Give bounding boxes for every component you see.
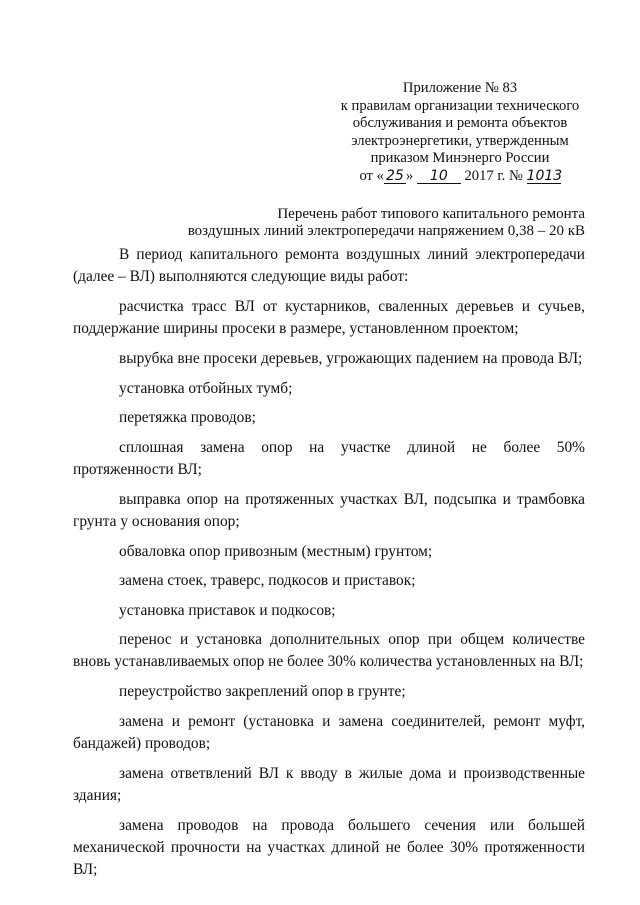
body-paragraph: обваловка опор привозным (местным) грунтом; bbox=[119, 542, 433, 560]
date-year: 2017 г. № bbox=[464, 167, 523, 184]
appendix-title: Приложение № 83 bbox=[402, 80, 518, 96]
body-paragraph: замена и ремонт (установка и замена соединителей, ремонт муфт, бандажей) проводов; bbox=[73, 712, 585, 752]
body-paragraph: перетяжка проводов; bbox=[119, 409, 256, 426]
appendix-line: приказом Минэнерго России bbox=[370, 150, 550, 167]
order-number: 1013 bbox=[526, 167, 563, 184]
appendix-line: обслуживания и ремонта объектов bbox=[352, 115, 568, 132]
appendix-line: электроэнергетики, утвержденным bbox=[351, 132, 569, 149]
date-day: 25 bbox=[384, 169, 406, 184]
body-paragraph: замена проводов на провода большего сечения или большей механической прочности на участках длиной не более 30% протяженности ВЛ; bbox=[73, 816, 585, 878]
body-paragraph: замена ответвлений ВЛ к вводу в жилые дома и производственные здания; bbox=[73, 764, 585, 804]
document-title-line-1: Перечень работ типового капитального ремонта bbox=[277, 206, 585, 222]
body-paragraph: вырубка вне просеки деревьев, угрожающих падением на провода ВЛ; bbox=[119, 350, 583, 367]
order-date-line bbox=[300, 168, 620, 186]
body-paragraph: сплошная замена опор на участке длиной не более 50% протяженности ВЛ; bbox=[73, 438, 585, 478]
body-paragraph: установка приставок и подкосов; bbox=[119, 601, 336, 619]
body-paragraph: расчистка трасс ВЛ от кустарников, сваленных деревьев и сучьев, поддержание ширины просеки в размере, установленном проектом; bbox=[73, 298, 585, 337]
body-paragraph: переустройство закреплений опор в грунте; bbox=[119, 683, 406, 700]
document-title bbox=[180, 206, 585, 240]
date-prefix: от « bbox=[359, 167, 384, 184]
document-title-line-2: воздушных линий электропередачи напряжением 0,38 – 20 кВ bbox=[187, 223, 585, 239]
appendix-line: к правилам организации технического bbox=[340, 97, 580, 114]
body-paragraph: В период капитального ремонта воздушных линий электропередачи (далее – ВЛ) выполняются следующие виды работ: bbox=[73, 246, 585, 285]
appendix-header bbox=[300, 80, 620, 186]
body-paragraph: перенос и установка дополнительных опор при общем количестве вновь устанавливаемых опор не более 30% количества установленных на ВЛ; bbox=[73, 631, 585, 670]
date-month: 10 bbox=[417, 169, 461, 184]
date-mid: » bbox=[405, 167, 414, 184]
document-body bbox=[73, 244, 585, 889]
body-paragraph: установка отбойных тумб; bbox=[119, 379, 293, 397]
body-paragraph: замена стоек, траверс, подкосов и приставок; bbox=[119, 572, 416, 589]
body-paragraph: выправка опор на протяженных участках ВЛ, подсыпка и трамбовка грунта у основания опор; bbox=[73, 490, 585, 530]
